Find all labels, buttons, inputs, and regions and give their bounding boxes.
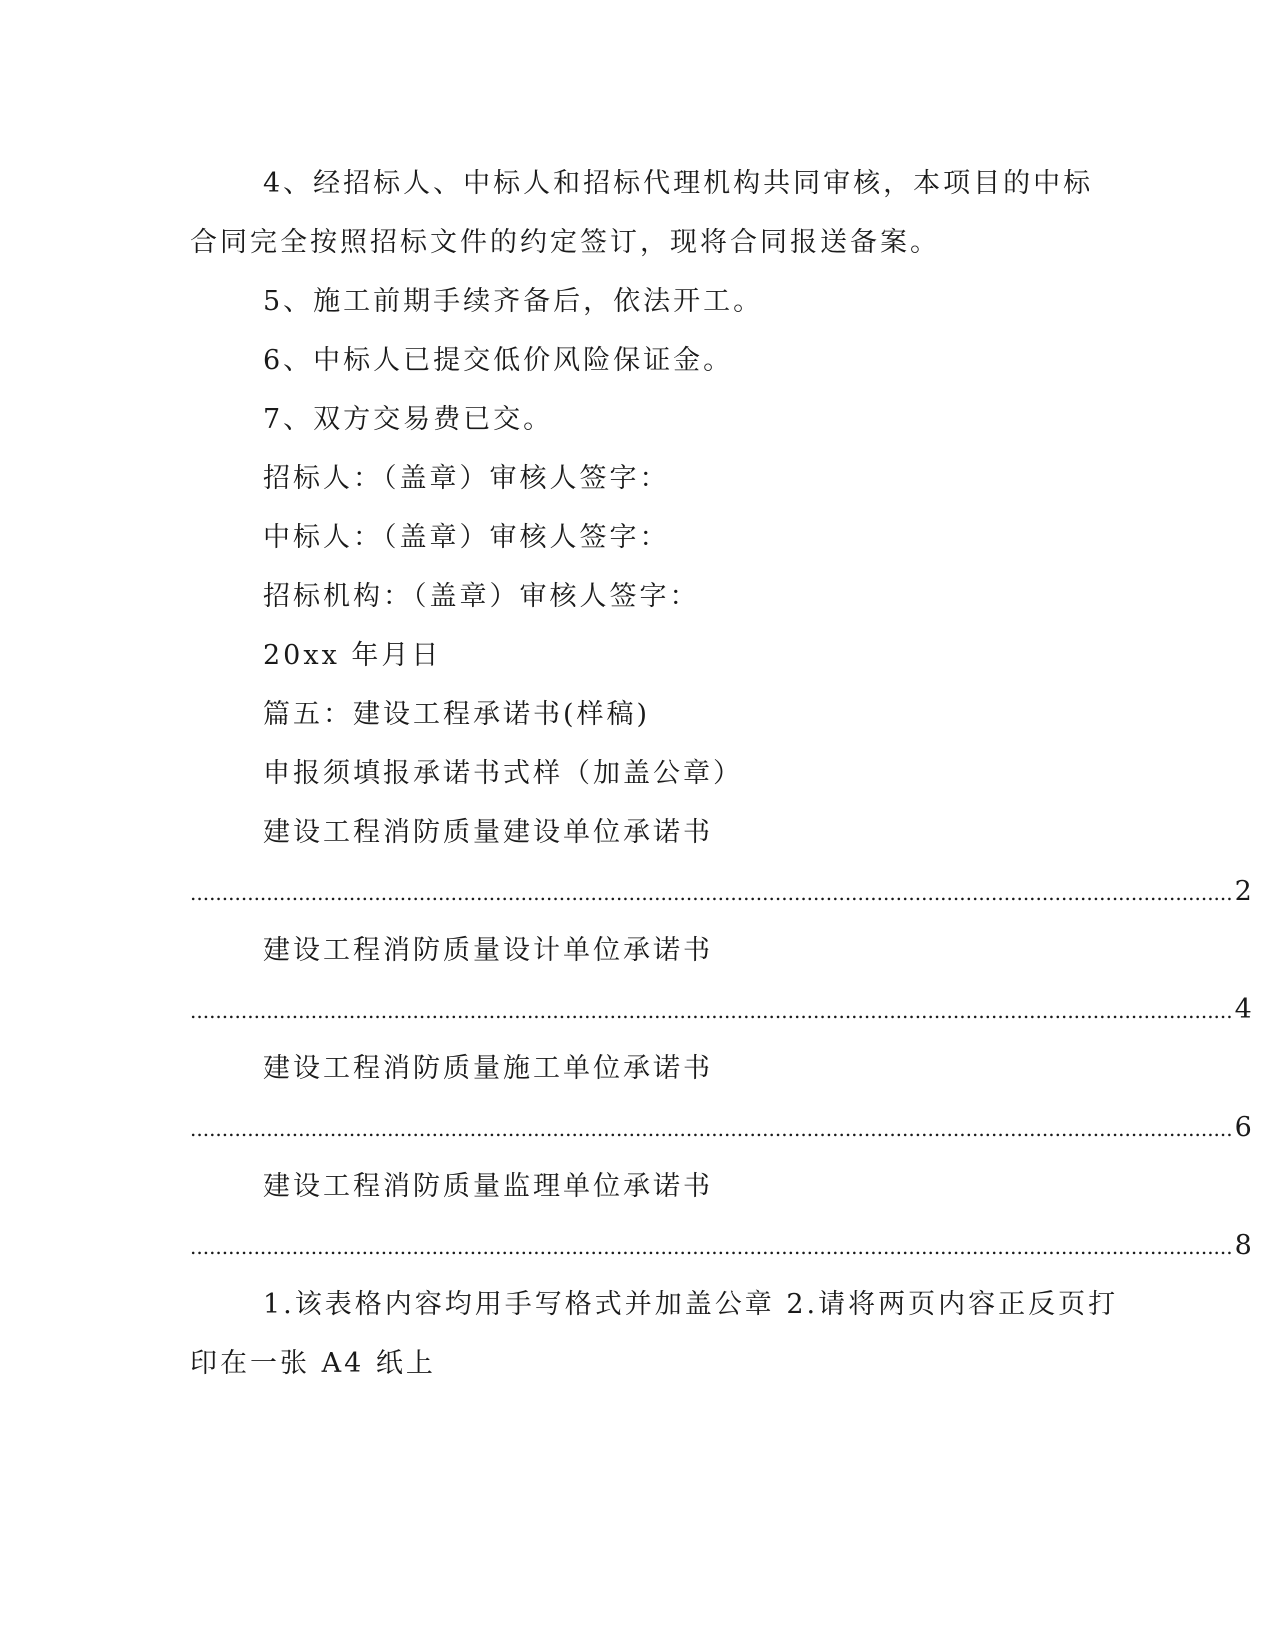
signature-line-winning-bidder: 中标人：（盖章）审核人签字：: [263, 522, 670, 553]
toc-leader: [190, 1112, 1252, 1143]
toc-entry-title: 建设工程消防质量建设单位承诺书: [263, 817, 713, 848]
note-line1: 1.该表格内容均用手写格式并加盖公章 2.请将两页内容正反页打: [263, 1289, 1119, 1320]
paragraph-item-4-line1: 4、经招标人、中标人和招标代理机构共同审核，本项目的中标: [263, 168, 1094, 199]
note-line2: 印在一张 A4 纸上: [190, 1348, 436, 1379]
paragraph-item-7: 7、双方交易费已交。: [263, 404, 554, 435]
toc-leader: [190, 1230, 1252, 1261]
toc-entry-title: 建设工程消防质量施工单位承诺书: [263, 1053, 713, 1084]
toc-page-number: 2: [1234, 876, 1252, 907]
paragraph-item-4-line2: 合同完全按照招标文件的约定签订，现将合同报送备案。: [190, 227, 940, 258]
toc-dot-leader: ....................................................................................................................................................................: [190, 1235, 1233, 1259]
signature-line-agency: 招标机构：（盖章）审核人签字：: [263, 581, 700, 612]
section-subheading: 申报须填报承诺书式样（加盖公章）: [263, 758, 743, 789]
date-line: 20xx 年月日: [263, 640, 442, 671]
toc-page-number: 6: [1234, 1112, 1252, 1143]
paragraph-item-5: 5、施工前期手续齐备后，依法开工。: [263, 286, 764, 317]
toc-dot-leader: ....................................................................................................................................................................: [190, 999, 1233, 1023]
toc-entry-title: 建设工程消防质量监理单位承诺书: [263, 1171, 713, 1202]
toc-entry-title: 建设工程消防质量设计单位承诺书: [263, 935, 713, 966]
toc-dot-leader: ....................................................................................................................................................................: [190, 1117, 1233, 1141]
toc-page-number: 4: [1234, 994, 1252, 1025]
section-heading: 篇五：建设工程承诺书(样稿): [263, 699, 651, 730]
toc-leader: [190, 994, 1252, 1025]
toc-dot-leader: ....................................................................................................................................................................: [190, 881, 1233, 905]
signature-line-tenderer: 招标人：（盖章）审核人签字：: [263, 463, 670, 494]
paragraph-item-6: 6、中标人已提交低价风险保证金。: [263, 345, 734, 376]
toc-page-number: 8: [1234, 1230, 1252, 1261]
toc-leader: [190, 876, 1252, 907]
